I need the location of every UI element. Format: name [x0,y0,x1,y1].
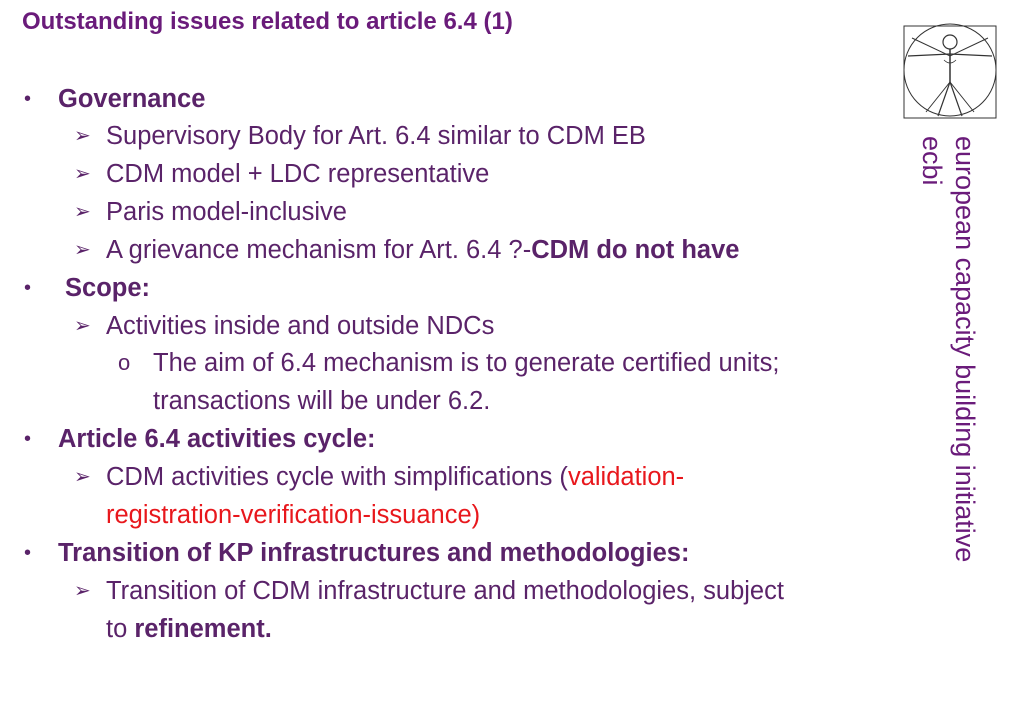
transition-item-bold-text: refinement. [134,615,272,643]
governance-grievance-item [106,235,739,265]
arrow-bullet-icon: ➢ [74,201,91,223]
governance-item: CDM model + LDC representative [106,160,490,188]
scope-heading: Scope: [65,274,151,302]
scope-item: Activities inside and outside NDCs [106,312,495,340]
arrow-bullet-icon: ➢ [74,125,91,147]
cycle-item-text: CDM activities cycle with simplifications ( [106,463,568,491]
transition-item-line1: Transition of CDM infrastructure and methodologies, subject [106,577,784,605]
grievance-text: A grievance mechanism for Art. 6.4 ?- [106,236,532,264]
org-abbreviation: ecbi [917,136,947,186]
transition-heading: Transition of KP infrastructures and methodologies: [58,539,690,567]
scope-subitem-line1: The aim of 6.4 mechanism is to generate certified units; [153,349,780,377]
bullet-marker: • [24,88,32,110]
vitruvian-man-icon [898,20,1002,124]
circle-bullet-icon: o [118,350,131,375]
arrow-bullet-icon: ➢ [74,466,91,488]
governance-item: Supervisory Body for Art. 6.4 similar to CDM EB [106,122,646,150]
governance-heading: Governance [58,85,206,113]
bullet-marker: • [24,428,32,450]
org-sidebar-text [915,136,981,562]
bullet-marker: • [24,277,32,299]
transition-item-text: to [106,615,135,643]
slide-title: Outstanding issues related to article 6.4 (1) [22,8,513,35]
cycle-item-line1 [106,462,684,492]
arrow-bullet-icon: ➢ [74,163,91,185]
grievance-bold-text: CDM do not have [531,236,740,264]
cycle-item-line2: registration-verification-issuance) [106,501,481,529]
scope-subitem-line2: transactions will be under 6.2. [153,387,491,415]
transition-item-line2 [106,614,272,644]
arrow-bullet-icon: ➢ [74,580,91,602]
arrow-bullet-icon: ➢ [74,315,91,337]
bullet-marker: • [24,542,32,564]
org-name: european capacity building initiative [950,136,980,563]
cycle-item-red-text: validation- [567,463,685,491]
arrow-bullet-icon: ➢ [74,239,91,261]
cycle-heading: Article 6.4 activities cycle: [58,425,376,453]
governance-item: Paris model-inclusive [106,198,347,226]
